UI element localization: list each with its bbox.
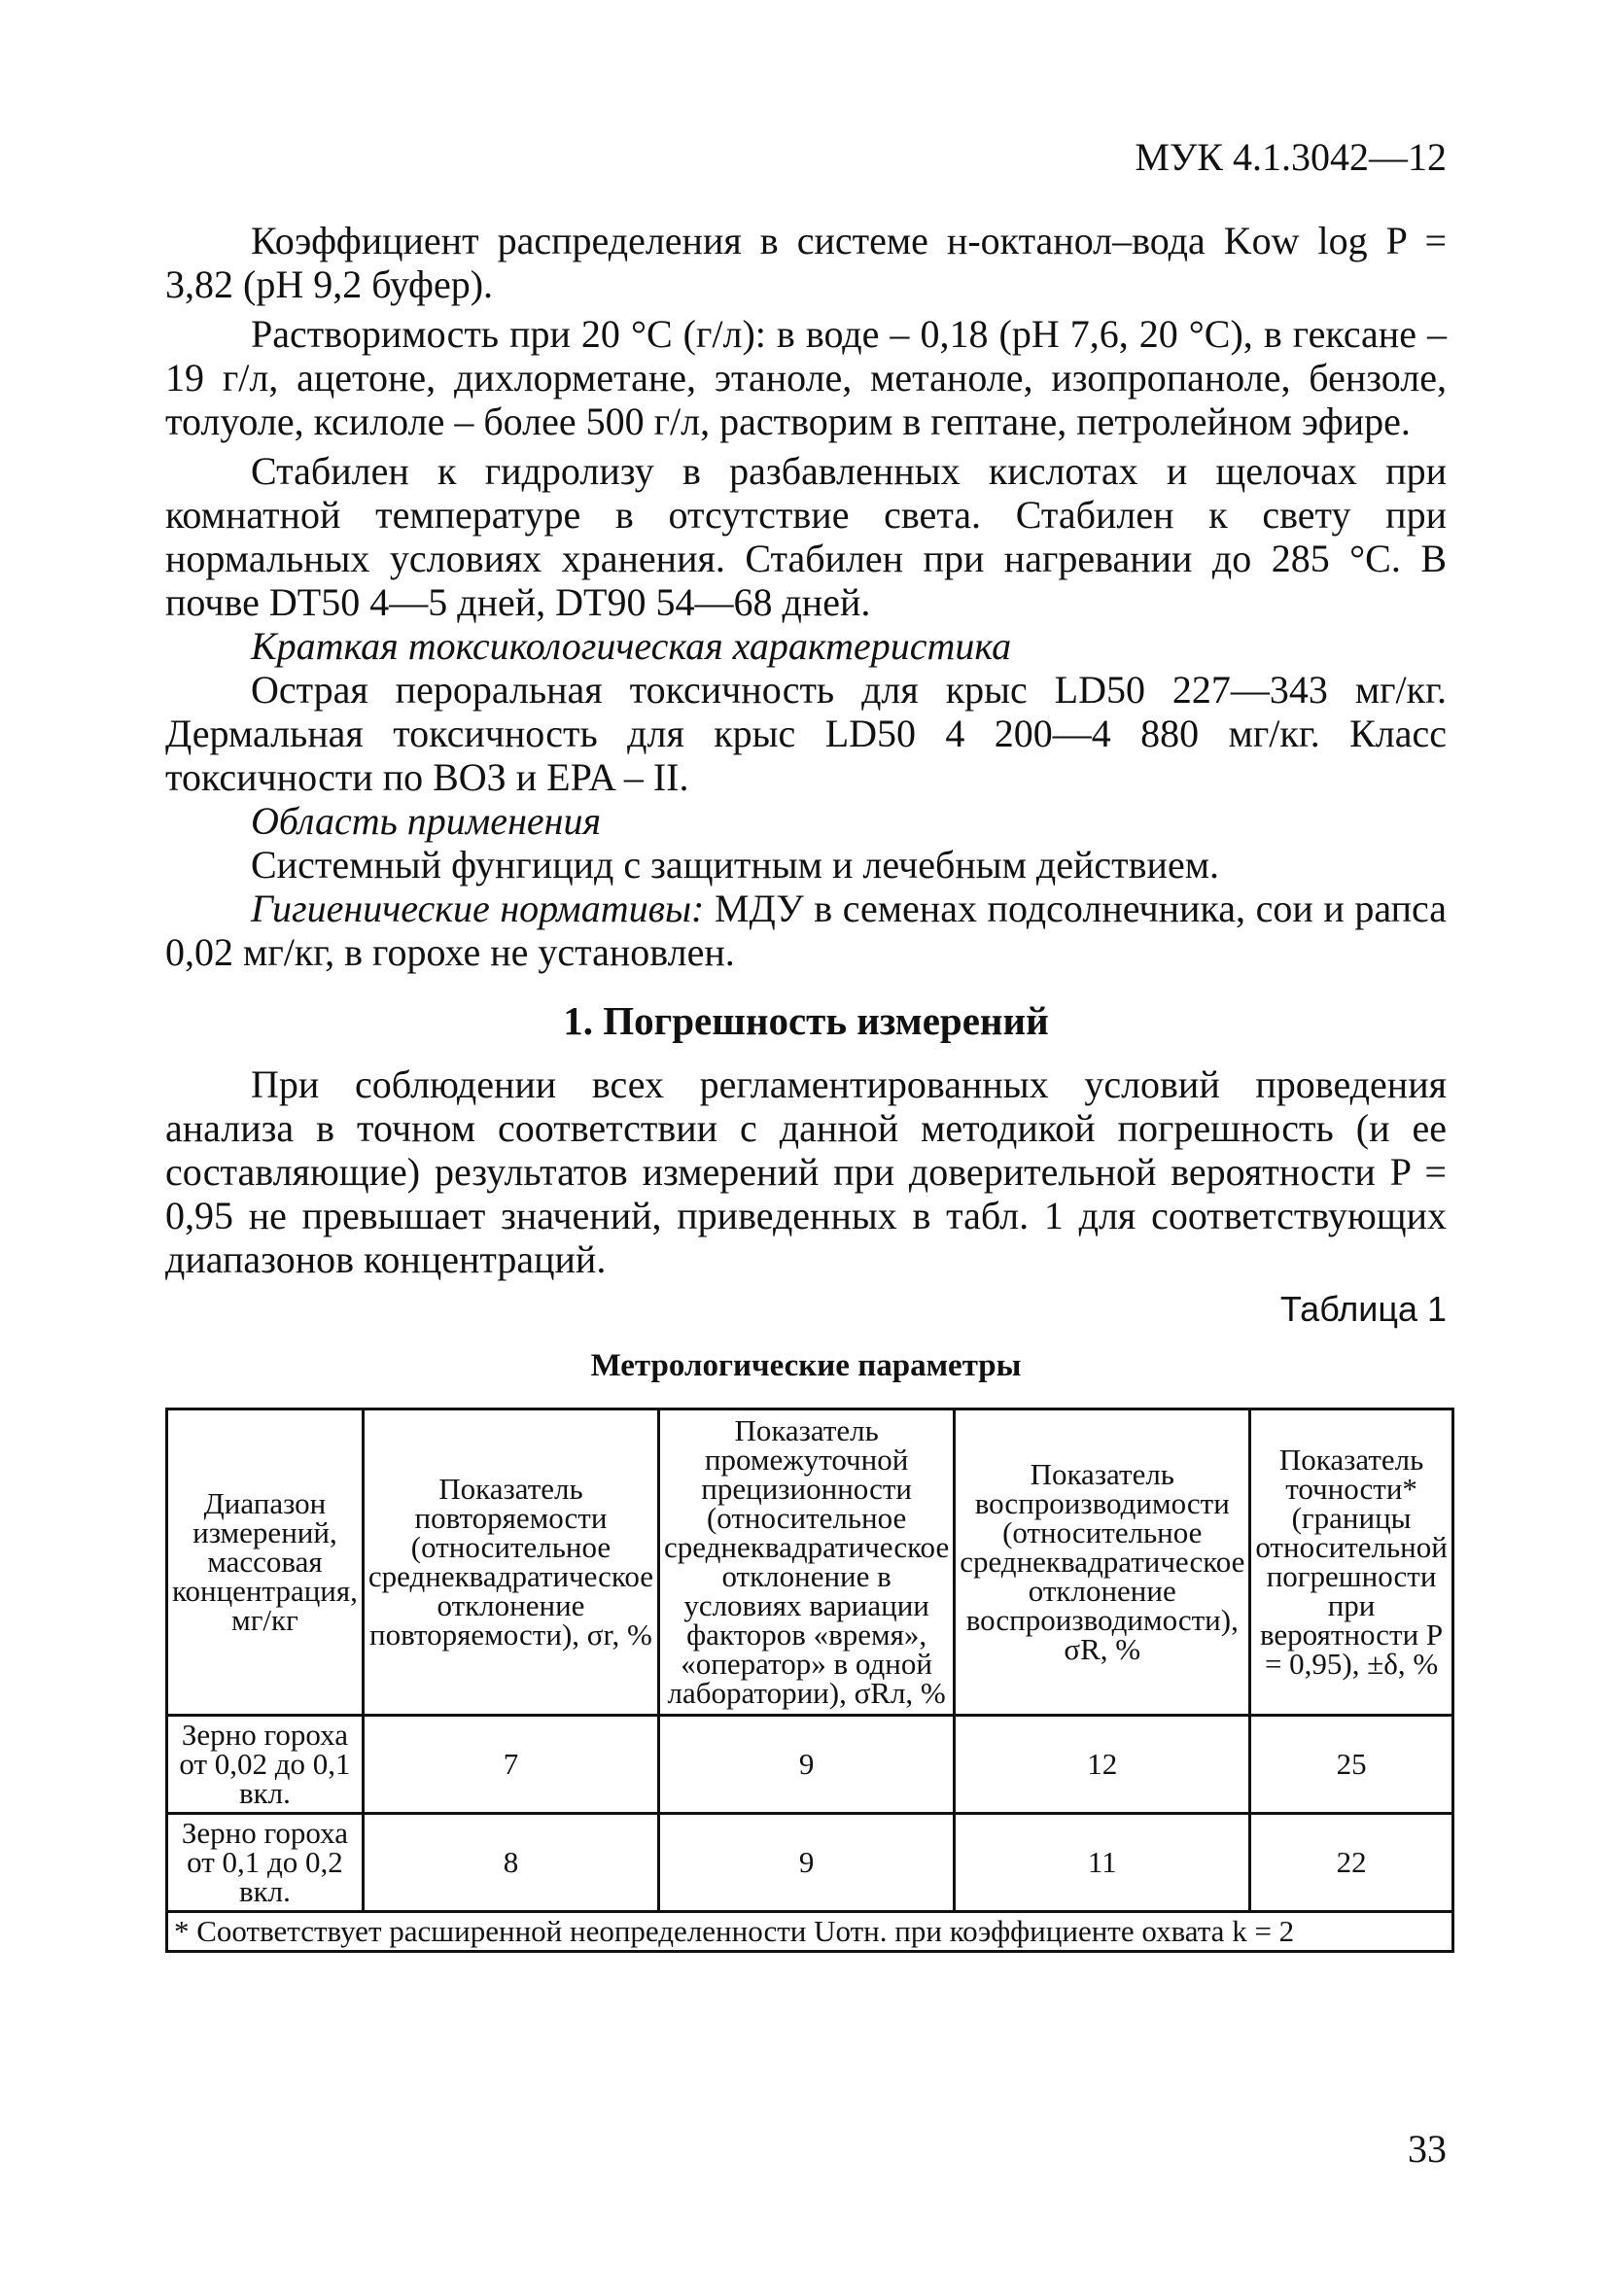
cell-range: Зерно гороха от 0,02 до 0,1 вкл.	[167, 1716, 364, 1814]
document-code: МУК 4.1.3042—12	[1135, 135, 1447, 179]
header-accuracy: Показатель точности* (границы относительной погрешности при вероятности P = 0,95), ±δ, %	[1250, 1409, 1452, 1716]
application-paragraph: Системный фунгицид с защитным и лечебным действием.	[251, 843, 1220, 887]
toxicology-heading: Краткая токсикологическая характеристика	[251, 624, 1012, 668]
cell-repeatability: 8	[363, 1814, 658, 1912]
hygiene-label: Гигиенические нормативы:	[251, 887, 705, 930]
header-reproducibility: Показатель воспроизводимости (относительное среднеквадратическое отклонение воспроизводимости), σR, %	[955, 1409, 1250, 1716]
cell-repeatability: 7	[363, 1716, 658, 1814]
hygiene-paragraph	[165, 887, 1447, 974]
header-intermediate-precision: Показатель промежуточной прецизионности (относительное среднеквадратическое отклонение в условиях вариации факторов «время», «оператор» в одной лаборатории), σRл, %	[659, 1409, 955, 1716]
metrology-table	[165, 1408, 1454, 1953]
section-title: 1. Погрешность измерений	[563, 998, 1049, 1043]
table-header-row	[167, 1409, 1453, 1716]
application-heading: Область применения	[251, 799, 602, 843]
cell-reproducibility: 11	[955, 1814, 1250, 1912]
cell-intermediate-precision: 9	[659, 1716, 955, 1814]
table-number: Таблица 1	[1279, 1289, 1447, 1329]
header-repeatability: Показатель повторяемости (относительное среднеквадратическое отклонение повторяемости), σr, %	[363, 1409, 658, 1716]
header-range: Диапазон измерений, массовая концентрация, мг/кг	[167, 1409, 364, 1716]
stability-paragraph: Стабилен к гидролизу в разбавленных кислотах и щелочах при комнатной температуре в отсутствие света. Стабилен к свету при нормальных условиях хранения. Стабилен при нагревании до 285 °С. В почве DT50 4—5 дней, DT90 54—68 дней.	[165, 449, 1447, 624]
page-number: 33	[1408, 2127, 1447, 2171]
cell-range: Зерно гороха от 0,1 до 0,2 вкл.	[167, 1814, 364, 1912]
section-paragraph: При соблюдении всех регламентированных условий проведения анализа в точном соответствии с данной методикой погрешность (и ее составляющие) результатов измерений при доверительной вероятности P = 0,95 не превышает значений, приведенных в табл. 1 для соответствующих диапазонов концентраций.	[165, 1062, 1447, 1281]
cell-accuracy: 22	[1250, 1814, 1452, 1912]
cell-reproducibility: 12	[955, 1716, 1250, 1814]
table-row	[167, 1716, 1453, 1814]
cell-intermediate-precision: 9	[659, 1814, 955, 1912]
solubility-paragraph: Растворимость при 20 °С (г/л): в воде – 0,18 (рН 7,6, 20 °С), в гексане – 19 г/л, ацетоне, дихлорметане, этаноле, метаноле, изопропаноле, бензоле, толуоле, ксилоле – более 500 г/л, растворим в гептане, петролейном эфире.	[165, 312, 1447, 443]
cell-accuracy: 25	[1250, 1716, 1452, 1814]
toxicity-paragraph: Острая пероральная токсичность для крыс LD50 227—343 мг/кг. Дермальная токсичность для крыс LD50 4 200—4 880 мг/кг. Класс токсичности по ВОЗ и EPA – II.	[165, 668, 1447, 799]
table-footnote-row	[167, 1912, 1453, 1952]
document-body	[165, 219, 1447, 1953]
partition-coefficient-paragraph: Коэффициент распределения в системе н-октанол–вода Kow log P = 3,82 (pH 9,2 буфер).	[165, 219, 1447, 306]
hygiene-text: МДУ в семенах подсолнечника, сои и рапса 0,02 мг/кг, в горохе не установлен.	[165, 887, 1448, 974]
table-row	[167, 1814, 1453, 1912]
table-title: Метрологические параметры	[590, 1348, 1022, 1383]
table-footnote: * Соответствует расширенной неопределенности Uотн. при коэффициенте охвата k = 2	[167, 1912, 1453, 1952]
